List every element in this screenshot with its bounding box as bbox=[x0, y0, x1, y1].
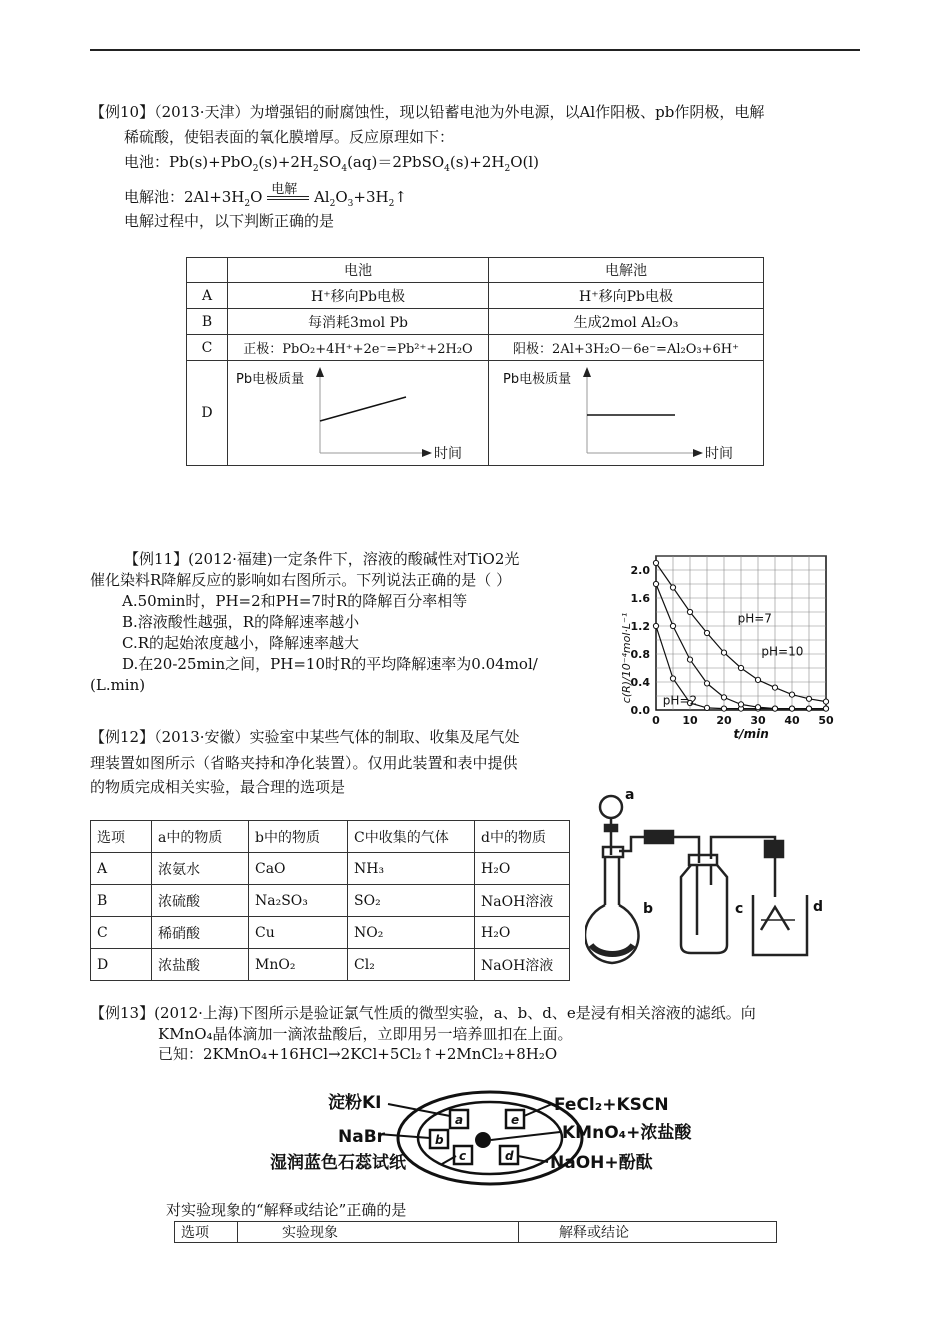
ex12-header: d中的物质 bbox=[475, 821, 570, 853]
ex10-d-cell-graph bbox=[489, 361, 764, 466]
ex12-cell: SO₂ bbox=[348, 885, 475, 917]
ex12-line2: 理装置如图所示（省略夹持和净化装置）。仅用此装置和表中提供 bbox=[90, 754, 518, 772]
ex10-cell: 每消耗3mol Pb bbox=[228, 309, 489, 335]
ex13-paper-d: d bbox=[505, 1149, 514, 1163]
chart-x-tick: 0 bbox=[652, 714, 660, 727]
chart-x-tick: 50 bbox=[818, 714, 834, 727]
ex10-tag: 【例10】 bbox=[90, 103, 155, 121]
ex10-opt: D bbox=[187, 361, 228, 466]
chart-point bbox=[789, 692, 794, 697]
ex12-header: b中的物质 bbox=[249, 821, 348, 853]
ex12-label-d: d bbox=[813, 899, 824, 915]
chart-x-tick: 20 bbox=[716, 714, 732, 727]
chart-ylabel: c(R)/10⁻⁴mol·L⁻¹ bbox=[620, 612, 633, 704]
ex10-question: 电解过程中，以下判断正确的是 bbox=[124, 212, 335, 230]
ex10-cell: 生成2mol Al₂O₃ bbox=[489, 309, 764, 335]
ex12-cell: H₂O bbox=[475, 853, 570, 885]
chart-xlabel: t/min bbox=[733, 727, 769, 741]
chart-x-tick: 10 bbox=[682, 714, 698, 727]
chart-point bbox=[738, 702, 743, 707]
ex12-header: C中收集的气体 bbox=[348, 821, 475, 853]
ex12-apparatus-diagram bbox=[585, 785, 847, 985]
ex12-label-a: a bbox=[625, 787, 635, 803]
chart-y-tick: 2.0 bbox=[630, 564, 650, 577]
ex12-label-c: c bbox=[735, 901, 744, 917]
ex10-line2: 稀硫酸，使铝表面的氧化膜增厚。反应原理如下： bbox=[124, 128, 455, 146]
chart-point bbox=[789, 706, 794, 711]
ex10-battery-equation: 电池：$Pb(s)+PbO_2(s)+2H_2SO_4(aq)=2PbSO_4(s)+2H_2O(l)$ bbox=[124, 153, 540, 174]
ex13-tag: 【例13】 bbox=[90, 1004, 155, 1022]
ex11-option-d-cont: (L.min) bbox=[90, 676, 146, 694]
ex10-d-xlabel: 时间 bbox=[434, 446, 462, 462]
header-rule bbox=[90, 49, 860, 51]
chart-point bbox=[755, 705, 760, 710]
chart-point bbox=[687, 657, 692, 662]
ex10-opt: A bbox=[187, 283, 228, 309]
ex13-label-fecl: FeCl₂+KSCN bbox=[554, 1095, 669, 1115]
ex13-dish-diagram bbox=[270, 1088, 710, 1198]
ex10-d-ylabel: Pb电极质量 bbox=[503, 372, 572, 387]
chart-x-tick: 30 bbox=[750, 714, 766, 727]
ex12-cell: MnO₂ bbox=[249, 949, 348, 981]
chart-point bbox=[823, 706, 828, 711]
ex12-cell: B bbox=[91, 885, 152, 917]
ex12-cell: NaOH溶液 bbox=[475, 949, 570, 981]
chart-series-label: pH=10 bbox=[761, 644, 804, 659]
ex12-label-b: b bbox=[643, 901, 654, 917]
chart-point bbox=[653, 581, 658, 586]
chart-point bbox=[772, 706, 777, 711]
ex13-label-nabr: NaBr bbox=[338, 1127, 386, 1147]
chart-point bbox=[670, 676, 675, 681]
chart-point bbox=[823, 699, 828, 704]
ex11-line2: 催化染料R降解反应的影响如右图所示。下列说法正确的是（ ） bbox=[90, 571, 512, 589]
ex10-opt: C bbox=[187, 335, 228, 361]
ex12-cell: 浓硫酸 bbox=[152, 885, 249, 917]
ex10-cell: 阳极：2Al+3H₂O－6e⁻=Al₂O₃+6H⁺ bbox=[489, 335, 764, 361]
ex12-line3: 的物质完成相关实验，最合理的选项是 bbox=[90, 778, 346, 796]
ex11-option-a: A.50min时，PH=2和PH=7时R的降解百分率相等 bbox=[122, 592, 468, 610]
ex12-tag: 【例12】 bbox=[90, 728, 155, 746]
ex11-tag: 【例11】 bbox=[124, 550, 189, 568]
ex10-col-battery: 电池 bbox=[228, 258, 489, 283]
chart-point bbox=[670, 623, 675, 628]
ex10-cell: H⁺移向Pb电极 bbox=[489, 283, 764, 309]
chart-point bbox=[653, 623, 658, 628]
chart-point bbox=[670, 585, 675, 590]
ex10-d-battery-graph bbox=[228, 361, 489, 466]
ex13-label-starch: 淀粉KI bbox=[328, 1093, 382, 1113]
chart-point bbox=[772, 685, 777, 690]
chart-point bbox=[721, 695, 726, 700]
ex13-label-kmno: KMnO₄+浓盐酸 bbox=[562, 1123, 692, 1143]
ex13-header: 实验现象 bbox=[238, 1222, 519, 1243]
ex10-cell-equation: 电解池：$2Al+3H_2O$ 电解 $Al_2O_3+3H_2↑$ bbox=[124, 186, 407, 215]
ex10-col-cell: 电解池 bbox=[489, 258, 764, 283]
ex12-cell: NaOH溶液 bbox=[475, 885, 570, 917]
chart-y-tick: 0.8 bbox=[630, 648, 650, 661]
chart-x-tick: 40 bbox=[784, 714, 800, 727]
ex12-header: a中的物质 bbox=[152, 821, 249, 853]
chart-y-tick: 1.6 bbox=[630, 592, 650, 605]
ex12-cell: 稀硝酸 bbox=[152, 917, 249, 949]
chart-y-tick: 0.0 bbox=[630, 704, 650, 717]
chart-point bbox=[687, 609, 692, 614]
ex12-cell: Cl₂ bbox=[348, 949, 475, 981]
ex13-paper-a: a bbox=[455, 1113, 464, 1127]
ex12-cell: H₂O bbox=[475, 917, 570, 949]
ex12-cell: 浓盐酸 bbox=[152, 949, 249, 981]
ex13-header: 选项 bbox=[175, 1222, 238, 1243]
ex11-option-d: D.在20-25min之间，PH=10时R的平均降解速率为0.04mol/ bbox=[122, 655, 538, 673]
ex10-d-battery-line bbox=[320, 397, 406, 421]
ex13-paper-b: b bbox=[435, 1133, 444, 1147]
chart-point bbox=[704, 681, 709, 686]
ex10-line1: 【例10】（2013·天津）为增强铝的耐腐蚀性，现以铅蓄电池为外电源，以Al作阳极、pb作阴极，电解 bbox=[90, 103, 765, 121]
ex13-line1: 【例13】(2012·上海)下图所示是验证氯气性质的微型实验，a、b、d、e是浸有相关溶液的滤纸。向 bbox=[90, 1004, 756, 1022]
chart-y-tick: 0.4 bbox=[630, 676, 650, 689]
ex13-paper-e: e bbox=[511, 1113, 520, 1127]
ex13-table bbox=[174, 1221, 777, 1243]
ex12-cell: Cu bbox=[249, 917, 348, 949]
ex10-d-xlabel: 时间 bbox=[705, 446, 733, 462]
ex10-cell: H⁺移向Pb电极 bbox=[228, 283, 489, 309]
chart-point bbox=[806, 706, 811, 711]
ex13-known: 已知：2KMnO₄+16HCl→2KCl+5Cl₂↑+2MnCl₂+8H₂O bbox=[158, 1045, 558, 1063]
chart-point bbox=[704, 630, 709, 635]
chart-point bbox=[755, 677, 760, 682]
chart-point bbox=[721, 650, 726, 655]
chart-series-label: pH=7 bbox=[737, 611, 772, 626]
ex13-label-naoh: NaOH+酚酞 bbox=[550, 1153, 653, 1173]
chart-point bbox=[704, 705, 709, 710]
ex12-cell: A bbox=[91, 853, 152, 885]
ex12-table bbox=[90, 820, 570, 981]
ex10-cell-arrow-label: 电解 bbox=[271, 182, 298, 197]
ex12-cell: CaO bbox=[249, 853, 348, 885]
ex13-line2: KMnO₄晶体滴加一滴浓盐酸后，立即用另一培养皿扣在上面。 bbox=[158, 1025, 573, 1043]
chart-point bbox=[653, 560, 658, 565]
ex10-d-ylabel: Pb电极质量 bbox=[236, 372, 305, 387]
ex10-cell: 正极：PbO₂+4H⁺+2e⁻=Pb²⁺+2H₂O bbox=[228, 335, 489, 361]
ex12-cell: NO₂ bbox=[348, 917, 475, 949]
ex12-cell: NH₃ bbox=[348, 853, 475, 885]
ex12-cell: 浓氨水 bbox=[152, 853, 249, 885]
chart-y-tick: 1.2 bbox=[630, 620, 650, 633]
ex10-opt: B bbox=[187, 309, 228, 335]
ex12-header: 选项 bbox=[91, 821, 152, 853]
ex12-cell: C bbox=[91, 917, 152, 949]
ex12-cell: Na₂SO₃ bbox=[249, 885, 348, 917]
chart-point bbox=[806, 696, 811, 701]
ex12-line1: 【例12】（2013·安徽）实验室中某些气体的制取、收集及尾气处 bbox=[90, 728, 520, 746]
ex10-table bbox=[186, 257, 764, 466]
chart-point bbox=[738, 665, 743, 670]
chart-point bbox=[721, 706, 726, 711]
ex13-paper-c: c bbox=[459, 1149, 467, 1163]
ex12-cell: D bbox=[91, 949, 152, 981]
ex13-label-litmus: 湿润蓝色石蕊试纸 bbox=[270, 1153, 406, 1173]
ex13-question: 对实验现象的“解释或结论”正确的是 bbox=[166, 1201, 407, 1219]
ex11-option-b: B.溶液酸性越强，R的降解速率越小 bbox=[122, 613, 360, 631]
ex11-option-c: C.R的起始浓度越小，降解速率越大 bbox=[122, 634, 360, 652]
ex11-chart bbox=[608, 548, 858, 748]
chart-series-label: pH=2 bbox=[662, 693, 698, 708]
ex13-header: 解释或结论 bbox=[519, 1222, 777, 1243]
ex11-line1: 【例11】(2012·福建)一定条件下，溶液的酸碱性对TiO2光 bbox=[124, 550, 520, 568]
